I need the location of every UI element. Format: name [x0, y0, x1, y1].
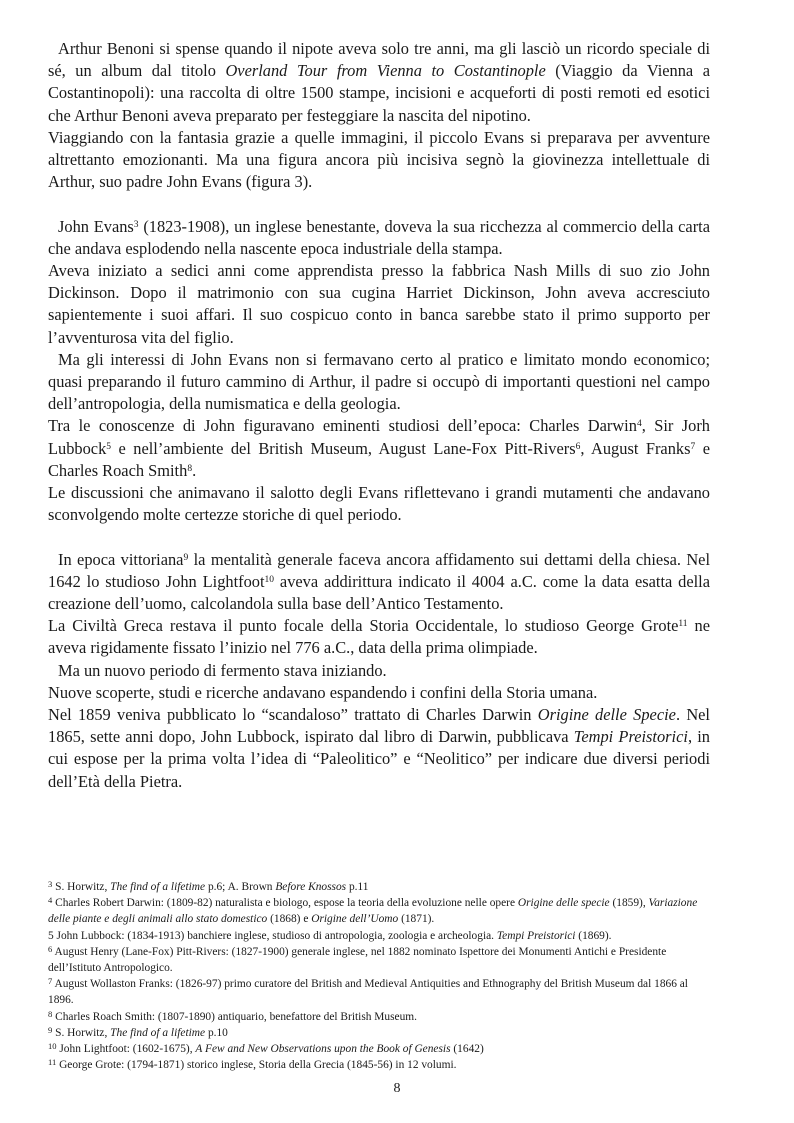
footnote — [48, 1057, 712, 1073]
text-run: Viaggiando con la fantasia grazie a quelle immagini, il piccolo Evans si preparava per avventure altrettanto emozionanti. Ma una figura ancora più incisiva segnò la giovinezza intellettuale di Arthur, suo padre John Evans (figura 3). — [48, 127, 710, 192]
paragraph — [48, 482, 710, 526]
text-run: , August Franks — [580, 438, 691, 458]
italic-title: A Few and New Observations upon the Book of Genesis — [195, 1043, 451, 1056]
italic-title: The find of a lifetime — [110, 1026, 206, 1039]
text-run: (1642) — [450, 1043, 484, 1056]
footnote-ref: 4 — [636, 419, 642, 430]
text-run: John Lightfoot: (1602-1675), — [56, 1043, 196, 1056]
text-run: La Civiltà Greca restava il punto focale della Storia Occidentale, lo studioso George Grote — [48, 616, 679, 636]
footnote-ref: 7 — [690, 441, 696, 452]
text-run: Nuove scoperte, studi e ricerche andavano espandendo i confini della Storia umana. — [48, 682, 598, 702]
footnote — [48, 928, 712, 944]
footnote-number: 3 — [48, 879, 53, 890]
text-run: Aveva iniziato a sedici anni come apprendista presso la fabbrica Nash Mills di suo zio John Dickinson. Dopo il matrimonio con sua cugina Harriet Dickinson, John aveva accresciuto sapientemente i suoi affari. Il suo cospicuo conto in banca sarebbe stato il primo supporto per l’avventurosa vita del figlio. — [48, 261, 710, 347]
footnote-ref: 8 — [187, 463, 193, 474]
text-run: (1869). — [575, 929, 612, 942]
text-run: la mentalità generale faceva ancora affidamento sui dettami della chiesa. Nel 1642 lo studioso John Lightfoot — [48, 549, 711, 591]
footnote — [48, 1025, 712, 1041]
footnote-ref: 11 — [678, 619, 688, 630]
paragraph — [48, 260, 710, 349]
text-run: August Henry (Lane-Fox) Pitt-Rivers: (1827-1900) generale inglese, nel 1882 nominato Ispettore dei Monumenti Antichi e Presidente dell’Istituto Antropologico. — [48, 945, 667, 975]
footnote-ref: 6 — [575, 441, 581, 452]
footnote — [48, 944, 712, 976]
text-run: p.10 — [205, 1026, 228, 1039]
page-number: 8 — [393, 1081, 401, 1096]
text-run: p.11 — [346, 881, 369, 893]
italic-title: Origine delle specie — [517, 897, 610, 910]
paragraph — [48, 615, 710, 659]
footnote-ref: 10 — [264, 574, 275, 585]
text-run: e nell’ambiente del British Museum, August Lane-Fox Pitt-Rivers — [111, 438, 576, 458]
footnote — [48, 879, 712, 895]
paragraph — [48, 704, 710, 793]
footnote — [48, 895, 712, 927]
text-run: . — [192, 460, 197, 480]
footnote-ref: 3 — [133, 219, 139, 230]
text-run: ne aveva rigidamente fissato l’inizio nel 776 a.C., data della prima olimpiade. — [48, 616, 710, 658]
footnote-number: 10 — [48, 1041, 57, 1052]
text-run: (1868) e — [267, 913, 312, 926]
paragraph — [48, 38, 710, 127]
footnote-number: 7 — [48, 976, 53, 987]
text-run: . Nel 1865, sette anni dopo, John Lubbock, ispirato dal libro di Darwin, pubblicava — [48, 705, 710, 747]
footnote-ref: 5 — [106, 441, 112, 452]
text-run: Charles Roach Smith: (1807-1890) antiquario, benefattore del British Museum. — [52, 1010, 418, 1023]
text-run: George Grote: (1794-1871) storico inglese, Storia della Grecia (1845-56) in 12 volumi. — [56, 1059, 457, 1072]
text-run: Ma un nuovo periodo di fermento stava iniziando. — [58, 660, 387, 680]
italic-title: Origine dell’Uomo — [311, 913, 399, 926]
text-run: Ma gli interessi di John Evans non si fermavano certo al pratico e limitato mondo economico; quasi preparando il futuro cammino di Arthur, il padre si occupò di importanti questioni nel campo dell’antropologia, della numismatica e della geologia. — [48, 349, 710, 414]
text-run: 5 John Lubbock: (1834-1913) banchiere inglese, studioso di antropologia, zoologia e archeologia. — [48, 929, 497, 942]
text-run: e Charles Roach Smith — [48, 438, 710, 480]
paragraph — [48, 682, 710, 704]
text-run: August Wollaston Franks: (1826-97) primo curatore del British and Medieval Antiquities and Ethnography del British Museum dal 1866 al 1896. — [48, 978, 688, 1007]
text-run: John Evans — [58, 216, 134, 236]
italic-title: Overland Tour from Vienna to Costantinople — [225, 61, 546, 81]
footnote-number: 11 — [48, 1057, 57, 1068]
text-run: Le discussioni che animavano il salotto degli Evans riflettevano i grandi mutamenti che andavano sconvolgendo molte certezze storiche di quel periodo. — [48, 483, 710, 525]
main-text — [48, 38, 710, 793]
footnote-number: 6 — [48, 943, 53, 954]
footnote — [48, 976, 712, 1008]
paragraph-gap — [48, 193, 710, 215]
text-run: , Sir Jorh Lubbock — [48, 416, 710, 458]
text-run: p.6; A. Brown — [205, 881, 276, 893]
text-run: , in cui espose per la prima volta l’idea di “Paleolitico” e “Neolitico” per indicare due diversi periodi dell’Età della Pietra. — [48, 727, 710, 791]
text-run: (1823-1908), un inglese benestante, doveva la sua ricchezza al commercio della carta che andava esplodendo nella nascente epoca industriale della stampa. — [48, 216, 710, 258]
text-run: S. Horwitz, — [52, 1026, 111, 1039]
page-body — [48, 38, 710, 793]
footnote-number: 9 — [48, 1024, 53, 1035]
paragraph — [48, 660, 710, 682]
text-run: aveva addirittura indicato il 4004 a.C. come la data esatta della creazione dell’uomo, calcolandola sulla base dell’Antico Testamento. — [48, 571, 710, 614]
text-run: In epoca vittoriana — [58, 549, 184, 569]
text-run: S. Horwitz, — [52, 881, 111, 893]
text-run: (1871). — [398, 913, 435, 926]
text-run: Arthur Benoni si spense quando il nipote aveva solo tre anni, ma gli lasciò un ricordo speciale di sé, un album dal titolo — [48, 39, 710, 81]
italic-title: Tempi Preistorici — [573, 727, 688, 747]
footnote-number: 4 — [48, 895, 53, 906]
paragraph — [48, 127, 710, 194]
italic-title: Tempi Preistorici — [496, 929, 576, 942]
footnote — [48, 1041, 712, 1057]
italic-title: Origine delle Specie — [537, 705, 676, 725]
footnote-ref: 9 — [183, 552, 189, 563]
paragraph-gap — [48, 526, 710, 548]
text-run: Tra le conoscenze di John figuravano eminenti studiosi dell’epoca: Charles Darwin — [48, 416, 637, 436]
italic-title: Before Knossos — [275, 881, 347, 893]
footnote-number: 8 — [48, 1008, 53, 1019]
text-run: Nel 1859 veniva pubblicato lo “scandaloso” trattato di Charles Darwin — [48, 705, 538, 725]
paragraph — [48, 216, 710, 260]
text-run: Charles Robert Darwin: (1809-82) naturalista e biologo, espose la teoria della evoluzione nelle opere — [52, 897, 518, 910]
italic-title: Variazione delle piante e degli animali allo stato domestico — [48, 897, 698, 926]
paragraph — [48, 549, 710, 616]
footnote — [48, 1009, 712, 1025]
italic-title: The find of a lifetime — [110, 881, 206, 893]
text-run: (Viaggio da Vienna a Costantinopoli): una raccolta di oltre 1500 stampe, incisioni e acqueforti di posti remoti ed esotici che Arthur Benoni aveva preparato per festeggiare la nascita del nipotino. — [48, 61, 711, 125]
paragraph — [48, 415, 710, 482]
footnotes — [48, 879, 712, 1073]
paragraph — [48, 349, 710, 416]
text-run: (1859), — [609, 897, 649, 910]
